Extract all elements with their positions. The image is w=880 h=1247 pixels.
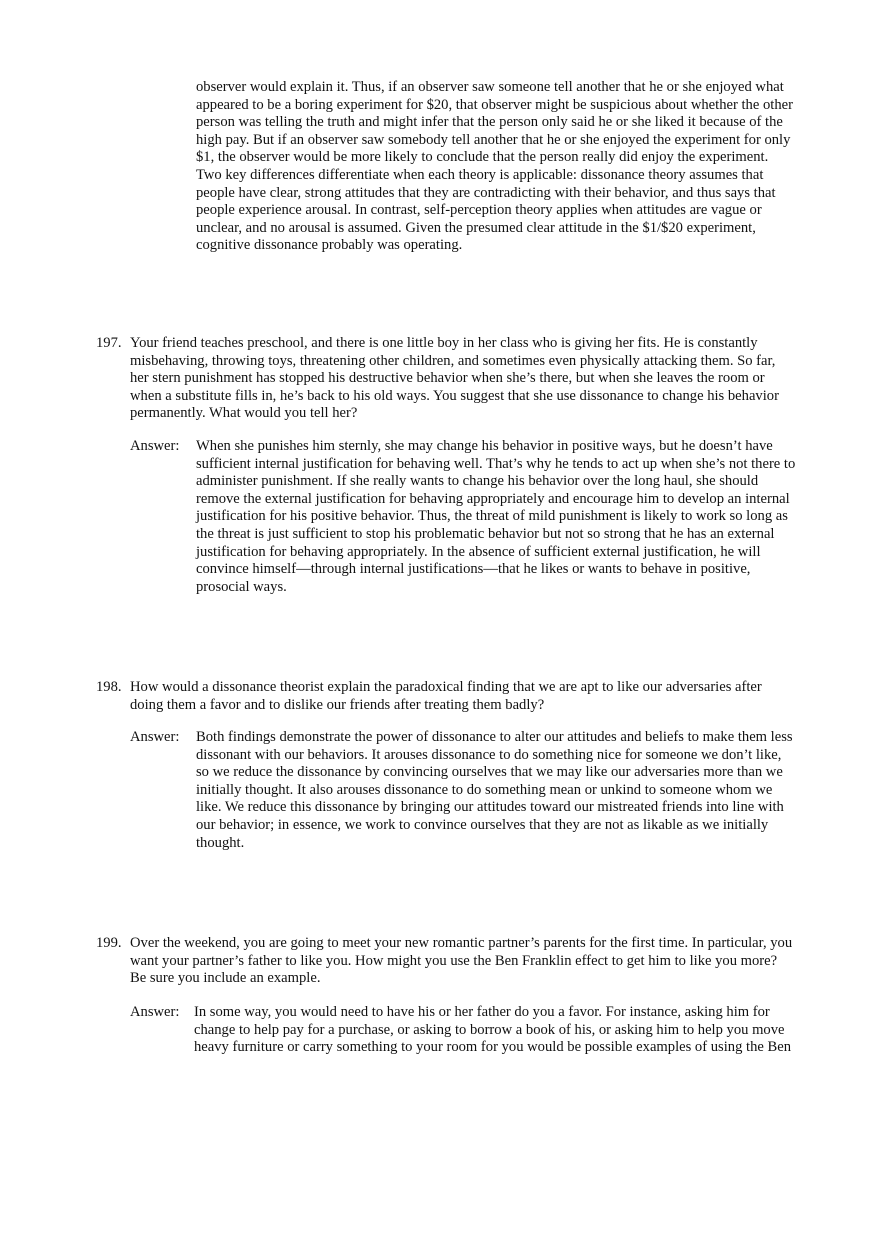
answer-label: Answer: (130, 438, 180, 454)
answer-199 (130, 1004, 798, 1057)
answer-197 (130, 438, 798, 596)
answer-label: Answer: (130, 729, 180, 745)
question-text: Over the weekend, you are going to meet your new romantic partner’s parents for the first time. In particular, you want your partner’s father to like you. How might you use the Ben Franklin effect to get him to like you more? Be sure you include an example. (130, 935, 793, 987)
answer-198 (130, 729, 798, 852)
question-text: How would a dissonance theorist explain the paradoxical finding that we are apt to like our adversaries after doing them a favor and to dislike our friends after treating them badly? (130, 679, 762, 713)
question-number: 198. (96, 679, 122, 695)
continued-answer-text: observer would explain it. Thus, if an observer saw someone tell another that he or she enjoyed what appeared to be a boring experiment for $20, that observer might be suspicious about whether the other person was telling the truth and might infer that the person only said he or she liked it because of the high pay. But if an observer saw somebody tell another that he or she enjoyed the experiment for only $1, the observer would be more likely to conclude that the person really did enjoy the experiment. Two key differences differentiate when each theory is applicable: dissonance theory assumes that people have clear, strong attitudes that they are contradicting with their behavior, and thus says that people experience arousal. In contrast, self-perception theory applies when attitudes are vague or unclear, and no arousal is assumed. Given the presumed clear attitude in the $1/$20 experiment, cognitive dissonance probably was operating. (196, 79, 793, 254)
answer-label: Answer: (130, 1004, 180, 1020)
answer-text: Both findings demonstrate the power of dissonance to alter our attitudes and beliefs to make them less dissonant with our behaviors. It arouses dissonance to do something nice for someone we don’t like, so we reduce the dissonance by convincing ourselves that we may like our adversaries more than we initially thought. It also arouses dissonance to do something mean or unkind to someone whom we like. We reduce this dissonance by bringing our attitudes toward our mistreated friends into line with our behavior; in essence, we work to convince ourselves that they are not as likable as we initially thought. (196, 729, 793, 851)
answer-text: When she punishes him sternly, she may change his behavior in positive ways, but he doesn’t have sufficient internal justification for behaving well. That’s why he tends to act up when she’s not there to administer punishment. If she really wants to change his behavior over the long haul, she should remove the external justification for behaving appropriately and encourage him to develop an internal justification for his positive behavior. Thus, the threat of mild punishment is likely to work so long as the threat is just sufficient to stop his problematic behavior but not so strong that he has an external justification for behaving appropriately. In the absence of sufficient external justification, he will convince himself—through internal justifications—that he likes or wants to behave in positive, prosocial ways. (196, 438, 796, 595)
question-197 (96, 335, 796, 423)
question-198 (96, 679, 796, 714)
question-text: Your friend teaches preschool, and there is one little boy in her class who is giving her fits. He is constantly misbehaving, throwing toys, threatening other children, and sometimes even physically attacking them. So far, her stern punishment has stopped his destructive behavior when she’s there, but when she leaves the room or when a substitute fills in, he’s back to his old ways. You suggest that she use dissonance to change his behavior permanently. What would you tell her? (130, 335, 779, 422)
question-199 (96, 935, 796, 988)
question-number: 199. (96, 935, 122, 951)
question-number: 197. (96, 335, 122, 351)
answer-text: In some way, you would need to have his or her father do you a favor. For instance, asking him for change to help pay for a purchase, or asking to borrow a book of his, or asking him to help you move heavy furniture or carry something to your room for you would be possible examples of using the Ben (194, 1004, 791, 1056)
